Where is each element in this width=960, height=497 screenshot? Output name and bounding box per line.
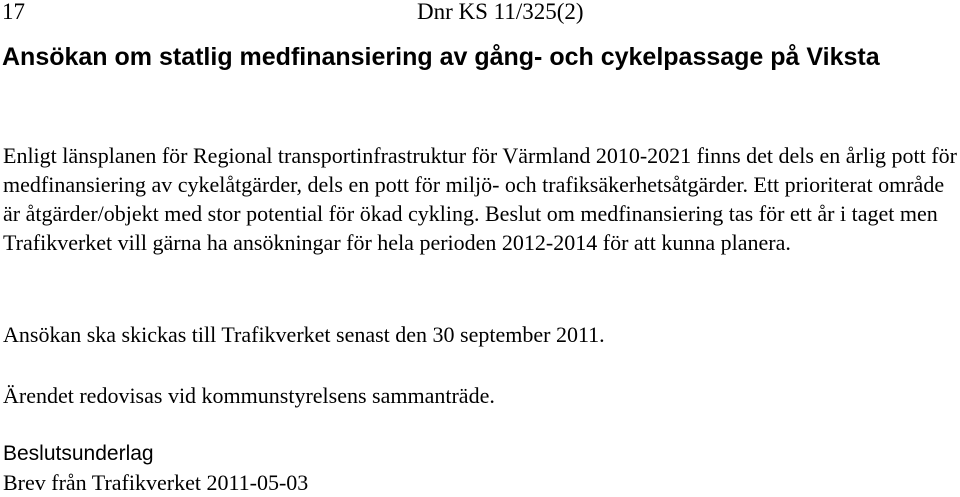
page-number: 17	[2, 0, 25, 24]
decision-basis-heading: Beslutsunderlag	[3, 442, 154, 465]
decision-basis-item: Brev från Trafikverket 2011-05-03	[3, 470, 309, 495]
document-title: Ansökan om statlig medfinansiering av gång- och cykelpassage på Viksta	[2, 43, 880, 71]
document-reference: Dnr KS 11/325(2)	[417, 0, 584, 24]
paragraph-presentation: Ärendet redovisas vid kommunstyrelsens sammanträde.	[3, 383, 495, 408]
paragraph-deadline: Ansökan ska skickas till Trafikverket senast den 30 september 2011.	[3, 322, 605, 347]
paragraph-background: Enligt länsplanen för Regional transportinfrastruktur för Värmland 2010-2021 finns det dels en årlig pott för medfinansiering av cykelåtgärder, dels en pott för miljö- och trafiksäkerhetsåtgärder. Ett prioriterat område är åtgärder/objekt med stor potential för ökad cykling. Beslut om medfinansiering tas för ett år i taget men Trafikverket vill gärna ha ansökningar för hela perioden 2012-2014 för att kunna planera.	[3, 143, 957, 255]
